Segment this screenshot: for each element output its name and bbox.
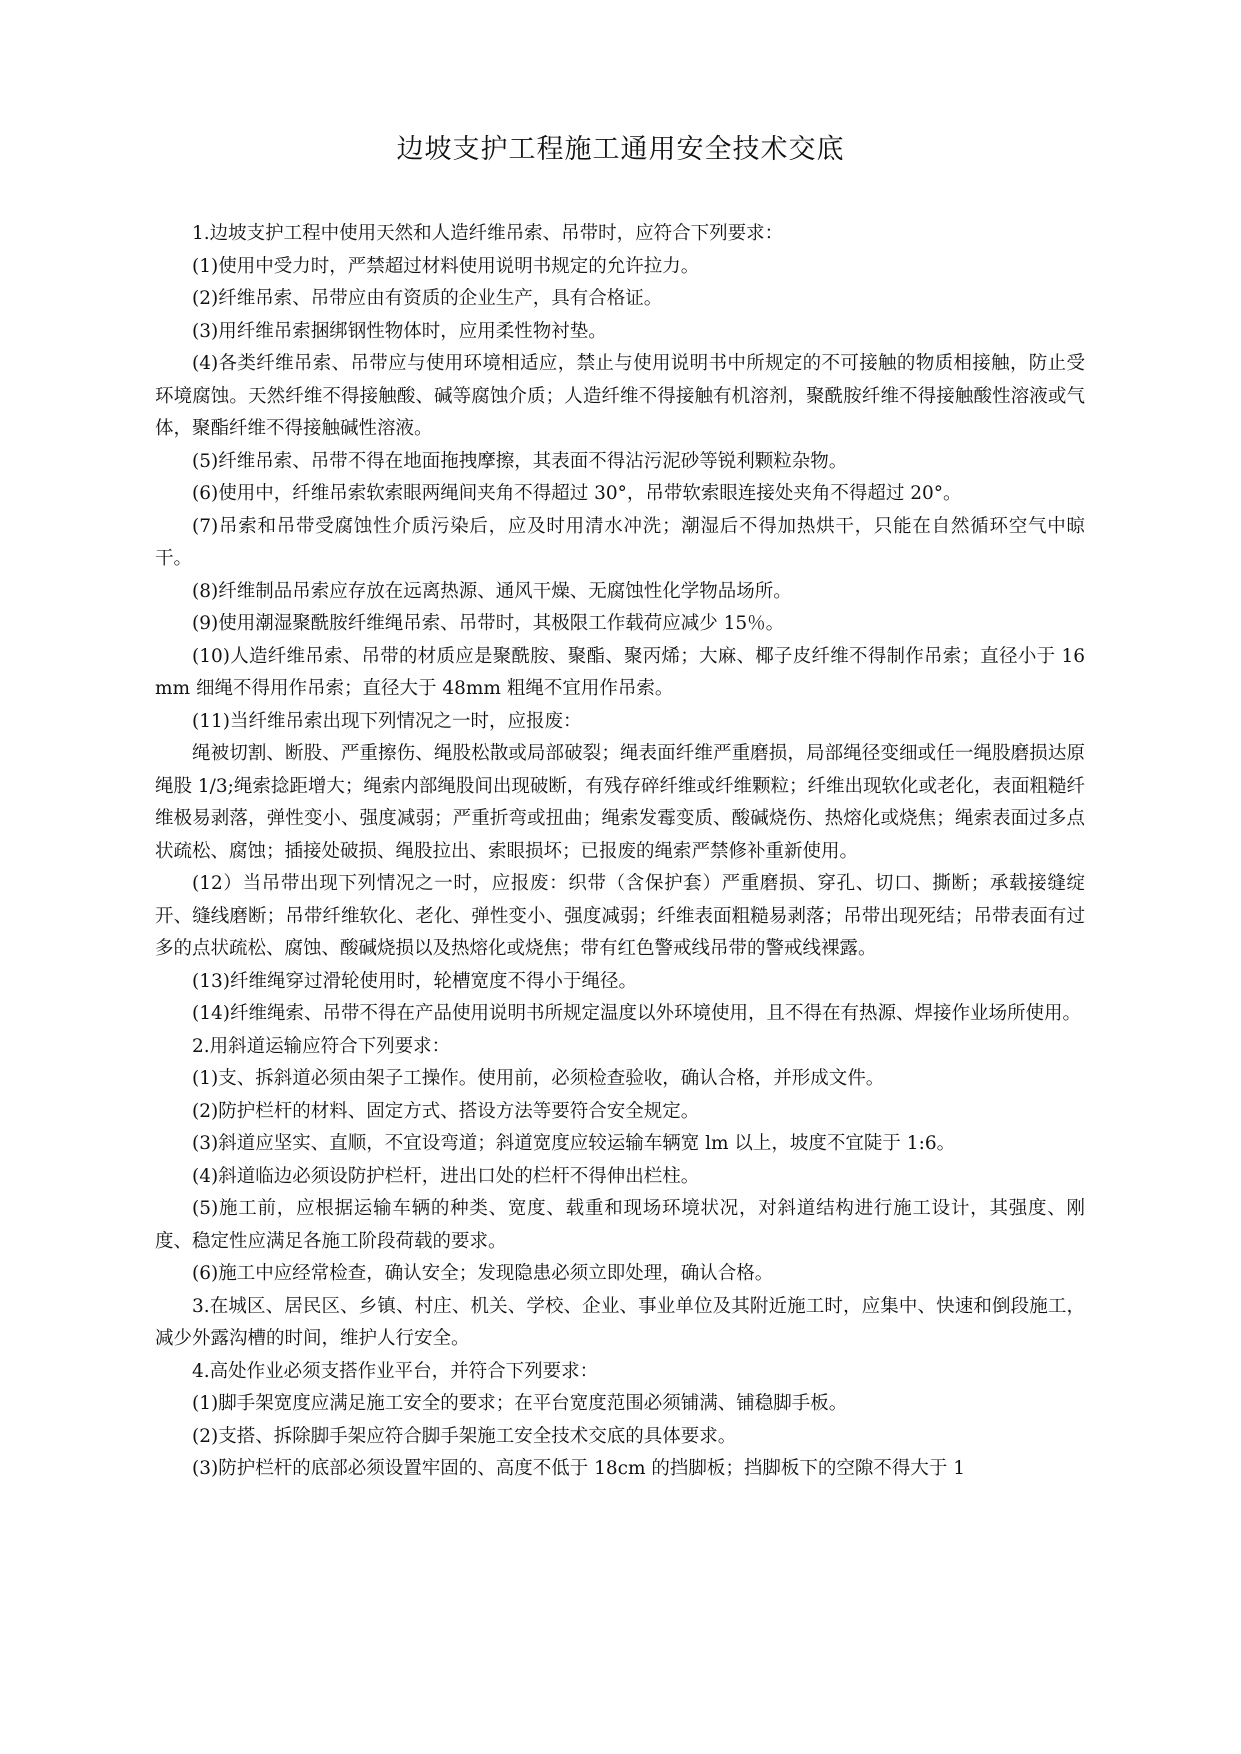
paragraph: (12）当吊带出现下列情况之一时，应报废：织带（含保护套）严重磨损、穿孔、切口、撕断；承载接缝绽开、缝线磨断；吊带纤维软化、老化、弹性变小、强度减弱；纤维表面粗糙易剥落；吊带出现死结；吊带表面有过多的点状疏松、腐蚀、酸碱烧损以及热熔化或烧焦；带有红色警戒线吊带的警戒线裸露。 [155, 873, 1085, 959]
paragraph: 1.边坡支护工程中使用天然和人造纤维吊索、吊带时，应符合下列要求： [192, 223, 784, 244]
paragraph: (5)纤维吊索、吊带不得在地面拖拽摩擦，其表面不得沾污泥砂等锐利颗粒杂物。 [192, 450, 848, 472]
paragraph: (3)用纤维吊索捆绑钢性物体时，应用柔性物衬垫。 [192, 320, 607, 342]
document-body [155, 218, 1085, 1486]
paragraph: 4.高处作业必须支搭作业平台，并符合下列要求： [192, 1360, 599, 1382]
paragraph: (6)使用中，纤维吊索软索眼两绳间夹角不得超过 30°，吊带软索眼连接处夹角不得超过 20°。 [192, 483, 962, 504]
paragraph: (4)各类纤维吊索、吊带应与使用环境相适应，禁止与使用说明书中所规定的不可接触的物质相接触，防止受环境腐蚀。天然纤维不得接触酸、碱等腐蚀介质；人造纤维不得接触有机溶剂，聚酰胺纤维不得接触酸性溶液或气体，聚酯纤维不得接触碱性溶液。 [155, 353, 1085, 439]
paragraph: (9)使用潮湿聚酰胺纤维绳吊索、吊带时，其极限工作载荷应减少 15％。 [192, 613, 785, 634]
paragraph: (10)人造纤维吊索、吊带的材质应是聚酰胺、聚酯、聚丙烯；大麻、椰子皮纤维不得制作吊索；直径小于 16mm 细绳不得用作吊索；直径大于 48mm 粗绳不宜用作吊索。 [155, 645, 1085, 699]
paragraph: (3)防护栏杆的底部必须设置牢固的、高度不低于 18cm 的挡脚板；挡脚板下的空隙不得大于 1 [192, 1458, 966, 1479]
paragraph: (3)斜道应坚实、直顺，不宜设弯道；斜道宽度应较运输车辆宽 lm 以上，坡度不宜陡于 1:6。 [192, 1133, 956, 1154]
paragraph: (13)纤维绳穿过滑轮使用时，轮槽宽度不得小于绳径。 [192, 970, 637, 992]
paragraph: (1)使用中受力时，严禁超过材料使用说明书规定的允许拉力。 [192, 255, 700, 277]
document-title: 边坡支护工程施工通用安全技术交底 [396, 134, 845, 165]
paragraph: (11)当纤维吊索出现下列情况之一时，应报废： [192, 710, 582, 732]
paragraph: (7)吊索和吊带受腐蚀性介质污染后，应及时用清水冲洗；潮湿后不得加热烘干，只能在自然循环空气中晾干。 [155, 515, 1085, 569]
paragraph: (2)纤维吊索、吊带应由有资质的企业生产，具有合格证。 [192, 288, 663, 309]
paragraph: (5)施工前，应根据运输车辆的种类、宽度、载重和现场环境状况，对斜道结构进行施工设计，其强度、刚度、稳定性应满足各施工阶段荷载的要求。 [155, 1198, 1085, 1252]
paragraph: (1)脚手架宽度应满足施工安全的要求；在平台宽度范围必须铺满、铺稳脚手板。 [192, 1393, 848, 1414]
paragraph: (2)支搭、拆除脚手架应符合脚手架施工安全技术交底的具体要求。 [192, 1425, 737, 1447]
paragraph: (2)防护栏杆的材料、固定方式、搭设方法等要符合安全规定。 [192, 1100, 700, 1122]
paragraph: (4)斜道临边必须设防护栏杆，进出口处的栏杆不得伸出栏柱。 [192, 1165, 700, 1187]
paragraph: 3.在城区、居民区、乡镇、村庄、机关、学校、企业、事业单位及其附近施工时，应集中、快速和倒段施工，减少外露沟槽的时间，维护人行安全。 [155, 1295, 1085, 1349]
paragraph: (1)支、拆斜道必须由架子工操作。使用前，必须检查验收，确认合格，并形成文件。 [192, 1068, 885, 1089]
paragraph: (8)纤维制品吊索应存放在远离热源、通风干燥、无腐蚀性化学物品场所。 [192, 580, 792, 602]
paragraph: (14)纤维绳索、吊带不得在产品使用说明书所规定温度以外环境使用，且不得在有热源、焊接作业场所使用。 [192, 1003, 1081, 1024]
paragraph: 绳被切割、断股、严重擦伤、绳股松散或局部破裂；绳表面纤维严重磨损，局部绳径变细或任一绳股磨损达原绳股 1/3;绳索捻距增大；绳索内部绳股间出现破断，有残存碎纤维或纤维颗粒；纤维出现软化或老化，表面粗糙纤维极易剥落，弹性变小、强度减弱；严重折弯或扭曲；绳索发霉变质、酸碱烧伤、热熔化或烧焦；绳索表面过多点状疏松、腐蚀；插接处破损、绳股拉出、索眼损坏；已报废的绳索严禁修补重新使用。 [155, 743, 1085, 862]
paragraph: 2.用斜道运输应符合下列要求： [192, 1035, 451, 1057]
paragraph: (6)施工中应经常检查，确认安全；发现隐患必须立即处理，确认合格。 [192, 1263, 774, 1284]
